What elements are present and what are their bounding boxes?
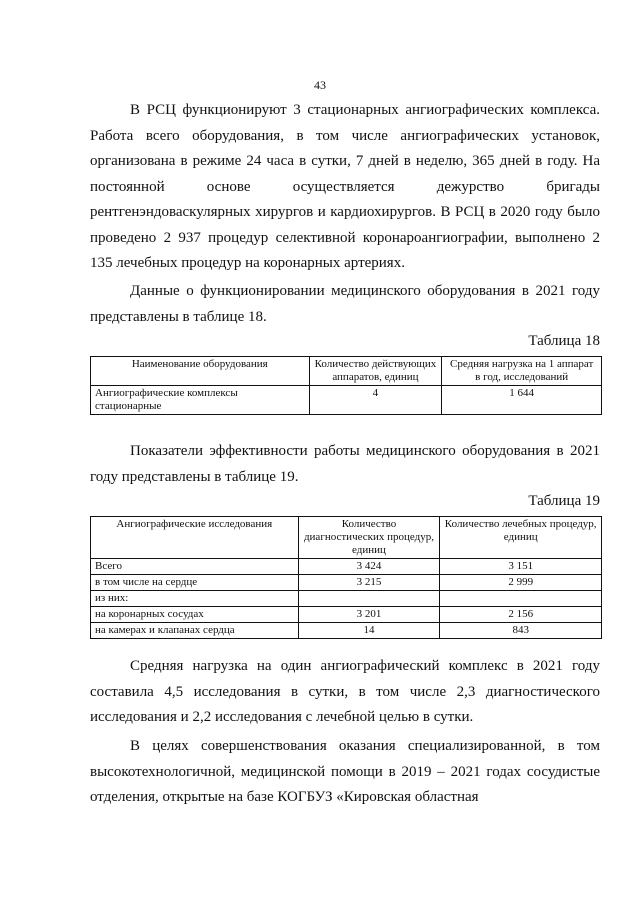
paragraph-text: Показатели эффективности работы медицинского оборудования в 2021 году представлены в таблице 19.: [90, 443, 600, 485]
paragraph-text: Данные о функционировании медицинского оборудования в 2021 году представлены в таблице 18.: [90, 283, 600, 325]
paragraph-rsc-equipment: [90, 98, 600, 277]
table-row: [91, 591, 602, 607]
paragraph-table19-intro: [90, 439, 600, 490]
value-cell: [298, 591, 440, 607]
row-label: из них:: [91, 591, 299, 607]
header-cell: Ангиографические исследования: [91, 517, 299, 559]
paragraph-text: В РСЦ функционируют 3 стационарных ангиографических комплекса. Работа всего оборудования, в том числе ангиографических установок, организована в режиме 24 часа в сутки, 7 дней в неделю, 365 дней в году. На постоянной основе осуществляется дежурство бригады рентгенэндоваскулярных хирургов и кардиохирургов. В РСЦ в 2020 году было проведено 2 937 процедур селективной коронароангиографии, выполнено 2 135 лечебных процедур на коронарных артериях.: [90, 102, 600, 271]
paragraph-average-load: [90, 654, 600, 731]
value-cell: 843: [440, 623, 602, 639]
paragraph-text: Средняя нагрузка на один ангиографический комплекс в 2021 году составила 4,5 исследования в сутки, в том числе 2,3 диагностического исследования и 2,2 исследования с лечебной целью в сутки.: [90, 658, 600, 725]
table-row: [91, 559, 602, 575]
value-cell: 2 999: [440, 575, 602, 591]
value-cell: [440, 591, 602, 607]
table-18: [90, 356, 602, 415]
row-label: Ангиографические комплексы стационарные: [91, 386, 310, 415]
table-row: [91, 575, 602, 591]
table-row: [91, 386, 602, 415]
row-label: в том числе на сердце: [91, 575, 299, 591]
value-cell: 3 215: [298, 575, 440, 591]
table18-caption: Таблица 18: [528, 333, 600, 349]
header-cell: Количество диагностических процедур, единиц: [298, 517, 440, 559]
table-19: [90, 516, 602, 639]
value-cell: 3 424: [298, 559, 440, 575]
row-label: на камерах и клапанах сердца: [91, 623, 299, 639]
value-cell: 2 156: [440, 607, 602, 623]
header-cell: Средняя нагрузка на 1 аппарат в год, исследований: [442, 357, 602, 386]
table-header-row: [91, 357, 602, 386]
table-row: [91, 623, 602, 639]
table-row: [91, 607, 602, 623]
paragraph-text: В целях совершенствования оказания специализированной, в том высокотехнологичной, медицинской помощи в 2019 – 2021 годах сосудистые отделения, открытые на базе КОГБУЗ «Кировская областная: [90, 738, 600, 805]
table19-caption: Таблица 19: [528, 493, 600, 509]
paragraph-table18-intro: [90, 279, 600, 330]
header-cell: Количество действующих аппаратов, единиц: [309, 357, 442, 386]
paragraph-vascular-departments: [90, 734, 600, 811]
value-cell: 4: [309, 386, 442, 415]
header-cell: Наименование оборудования: [91, 357, 310, 386]
row-label: Всего: [91, 559, 299, 575]
value-cell: 14: [298, 623, 440, 639]
row-label: на коронарных сосудах: [91, 607, 299, 623]
table-header-row: [91, 517, 602, 559]
value-cell: 3 201: [298, 607, 440, 623]
value-cell: 1 644: [442, 386, 602, 415]
header-cell: Количество лечебных процедур, единиц: [440, 517, 602, 559]
page-number: 43: [314, 78, 326, 92]
value-cell: 3 151: [440, 559, 602, 575]
